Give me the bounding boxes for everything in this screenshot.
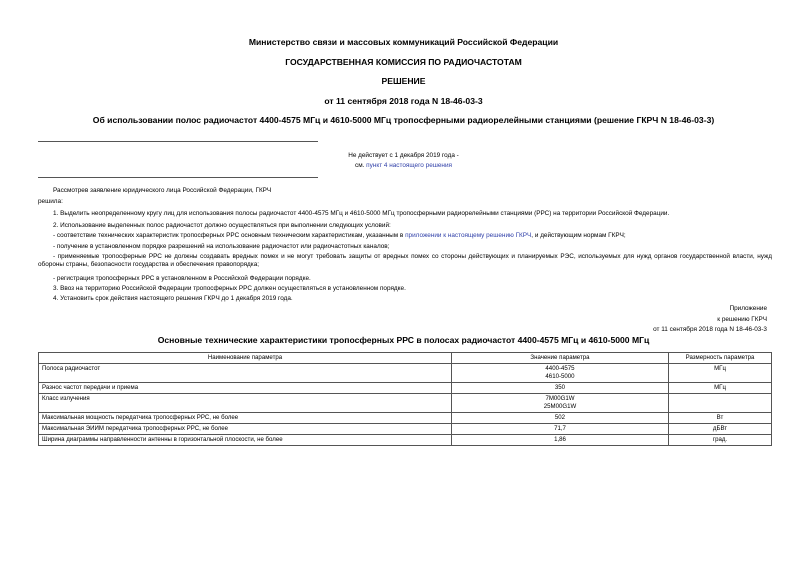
table-row [39,364,772,383]
status-link[interactable]: пункт 4 настоящего решения [366,162,452,169]
param-value-line-2: 25M00G1W [543,403,577,410]
item-1: 1. Выделить неопределенному кругу лиц для использования полосы радиочастот 4400-4575 МГц и 4610-5000 МГц тропосферными радиорелейными станциями (РРС) на территории Российской Федерации. [53,210,670,217]
divider-bottom [38,177,318,178]
appendix-link[interactable]: приложении к настоящему решению ГКРЧ [405,232,532,239]
table-row [39,383,772,394]
header-unit: Размерность параметра [669,353,772,364]
condition-1-pre: - соответствие технических характеристик тропосферных РРС основным техническим характеристикам, указанным в [53,232,406,239]
header-value: Значение параметра [452,353,669,364]
status-note: Не действует с 1 декабря 2019 года - [348,152,459,159]
document-title: Об использовании полос радиочастот 4400-4575 МГц и 4610-5000 МГц тропосферными радиорелейными станциями (решение ГКРЧ N 18-46-03-3) [92,115,715,125]
table-row [39,435,772,446]
param-name: Разнос частот передачи и приема [39,383,452,394]
condition-4: - регистрация тропосферных РРС в установленном в Российской Федерации порядке. [53,275,311,282]
item-4: 4. Установить срок действия настоящего решения ГКРЧ до 1 декабря 2019 года. [53,295,293,302]
param-value [452,364,669,383]
appendix-title: Основные технические характеристики тропосферных РРС в полосах радиочастот 4400-4575 МГц и 4610-5000 МГц [157,335,650,345]
param-value [452,394,669,413]
table-row [39,424,772,435]
status-see-prefix: см. [355,162,367,169]
document-date: от 11 сентября 2018 года N 18-46-03-3 [324,96,483,106]
param-unit: дБВт [669,424,772,435]
ministry-name: Министерство связи и массовых коммуникаций Российской Федерации [248,37,559,47]
param-value: 502 [452,413,669,424]
param-name: Полоса радиочастот [39,364,452,383]
param-value-line-1: 7M00G1W [545,395,575,402]
item-2: 2. Использование выделенных полос радиочастот должно осуществляться при выполнении следующих условий: [53,222,391,229]
appendix-ref: к решению ГКРЧ [717,316,767,323]
condition-1-post: , и действующим нормам ГКРЧ; [531,232,626,239]
param-unit: МГц [669,383,772,394]
param-unit [669,394,772,413]
param-value-line-2: 4610-5000 [545,373,575,380]
intro-paragraph: Рассмотрев заявление юридического лица Российской Федерации, ГКРЧ [53,187,272,194]
param-unit: град. [669,435,772,446]
header-name: Наименование параметра [39,353,452,364]
param-value-line-1: 4400-4575 [545,365,575,372]
param-value: 1,86 [452,435,669,446]
param-name: Ширина диаграммы направленности антенны в горизонтальной плоскости, не более [39,435,452,446]
appendix-label: Приложение [729,305,767,312]
item-3: 3. Ввоз на территорию Российской Федерации тропосферных РРС должен осуществляться в установленном порядке. [53,285,406,292]
param-name: Класс излучения [39,394,452,413]
condition-2: - получение в установленном порядке разрешений на использование радиочастот или радиочастотных каналов; [53,243,390,250]
param-value: 350 [452,383,669,394]
commission-name: ГОСУДАРСТВЕННАЯ КОМИССИЯ ПО РАДИОЧАСТОТАМ [285,57,522,67]
table-row [39,413,772,424]
divider-top [38,141,318,142]
appendix-date: от 11 сентября 2018 года N 18-46-03-3 [653,326,767,333]
parameters-table [38,352,772,446]
status-see-line [0,162,807,169]
param-value: 71,7 [452,424,669,435]
param-unit: Вт [669,413,772,424]
resolved-label: решила: [38,198,63,205]
param-name: Максимальная ЭИИМ передатчика тропосферных РРС, не более [39,424,452,435]
document-type: РЕШЕНИЕ [381,76,426,86]
table-row [39,394,772,413]
param-name: Максимальная мощность передатчика тропосферных РРС, не более [39,413,452,424]
condition-3: - применяемые тропосферные РРС не должны создавать вредных помех и не могут требовать защиты от вредных помех со стороны действующих и планируемых РЭС, используемых для нужд органов государственной власти, нужд обороны страны, безопасности государства и обеспечения правопорядка; [38,253,772,268]
param-unit: МГц [669,364,772,383]
condition-1 [53,232,626,240]
table-header-row [39,353,772,364]
